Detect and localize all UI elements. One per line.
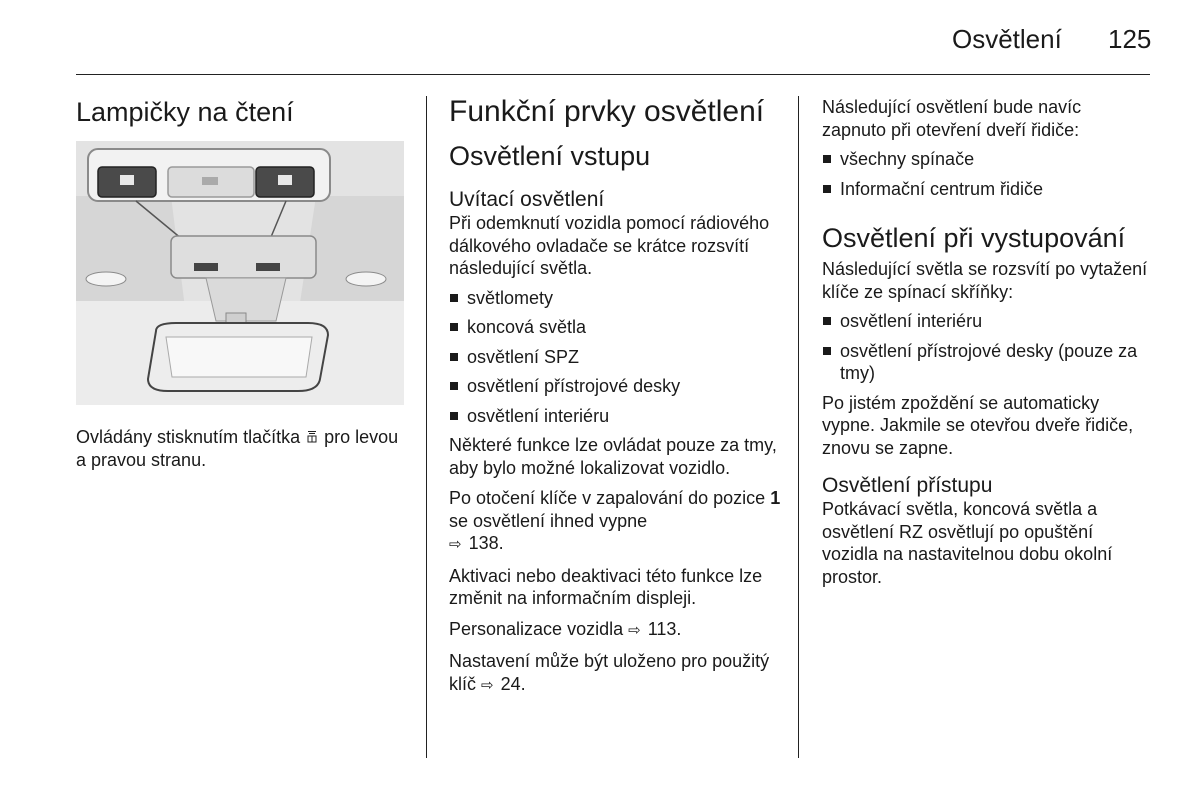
reading-lights-heading: Lampičky na čtení [76, 97, 294, 127]
key-memory-note: Nastavení může být uloženo pro použitý klíč ⇨ 24. [449, 650, 784, 697]
list-item: všechny spínače [822, 148, 1150, 171]
right-column [822, 96, 1150, 588]
exit-lighting-note: Po jistém zpoždění se automaticky vypne. Jakmile se otevřou dveře řidiče, znovu se zapne. [822, 392, 1134, 458]
driver-door-intro: Následující osvětlení bude navíc zapnuto při otevření dveří řidiče: [822, 97, 1082, 140]
bullet [450, 353, 458, 361]
reading-lights-text-a: Ovládány stisknutím tlačítka [76, 427, 301, 447]
reading-lights-illustration [76, 141, 404, 405]
page-reference-link[interactable]: 24. [500, 673, 526, 694]
page-reference-link[interactable]: 138. [468, 533, 504, 553]
bullet [450, 294, 458, 302]
list-item: osvětlení interiéru [822, 310, 1150, 333]
darkness-note: Některé funkce lze ovládat pouze za tmy, aby bylo možné lokalizovat vozidlo. [449, 435, 777, 478]
exit-lighting-intro: Následující světla se rozsvítí po vytažení klíče ze spínací skříňky: [822, 259, 1148, 302]
page-number: 125 [1108, 24, 1152, 54]
exit-lighting-heading: Osvětlení při vystupování [822, 223, 1126, 253]
ignition-note: Po otočení klíče v zapalování do pozice 1 se osvětlení ihned vypne ⇨ 138. [449, 487, 784, 557]
list-item: osvětlení SPZ [449, 346, 784, 369]
bullet [450, 412, 458, 420]
welcome-lights-list [449, 287, 784, 428]
bullet [823, 317, 831, 325]
running-header-title: Osvětlení [952, 24, 1062, 54]
lighting-features-heading: Funkční prvky osvětlení [449, 95, 765, 128]
bullet [450, 382, 458, 390]
left-column [76, 97, 408, 471]
welcome-lighting-heading: Uvítací osvětlení [449, 188, 605, 211]
bullet [823, 185, 831, 193]
entry-lighting-heading: Osvětlení vstupu [449, 141, 651, 171]
middle-column [449, 95, 784, 697]
reading-light-button-icon [307, 430, 317, 444]
list-item: osvětlení přístrojové desky (pouze za tmy) [822, 340, 1150, 385]
list-item: osvětlení interiéru [449, 405, 784, 428]
page-reference-link[interactable]: 113. [647, 618, 682, 639]
header-rule [76, 74, 1150, 75]
list-item: osvětlení přístrojové desky [449, 375, 784, 398]
list-item: koncová světla [449, 316, 784, 339]
activation-note: Aktivaci nebo deaktivaci této funkce lze změnit na informačním displeji. [449, 565, 763, 608]
exit-lights-list [822, 310, 1150, 385]
bullet [450, 323, 458, 331]
bullet [823, 155, 831, 163]
page-reference-arrow-icon: ⇨ [449, 536, 462, 553]
bullet [823, 347, 831, 355]
reading-lights-text-b: pro levou a pravou stranu. [76, 427, 399, 470]
page-reference-arrow-icon: ⇨ [481, 676, 494, 694]
list-item: Informační centrum řidiče [822, 178, 1150, 201]
access-lighting-text: Potkávací světla, koncová světla a osvětlení RZ osvětlují po opuštění vozidla na nastavitelnou dobu okolní prostor. [822, 499, 1113, 587]
page-reference-arrow-icon: ⇨ [628, 621, 641, 639]
list-item: světlomety [449, 287, 784, 310]
driver-door-list [822, 148, 1150, 200]
access-lighting-heading: Osvětlení přístupu [822, 474, 993, 497]
column-divider-left [426, 96, 427, 758]
personalization-note: Personalizace vozidla ⇨ 113. [449, 618, 784, 643]
reading-lights-text [76, 426, 408, 471]
column-divider-right [798, 96, 799, 758]
welcome-lighting-intro: Při odemknutí vozidla pomocí rádiového dálkového ovladače se krátce rozsvítí následující světla. [449, 213, 770, 278]
